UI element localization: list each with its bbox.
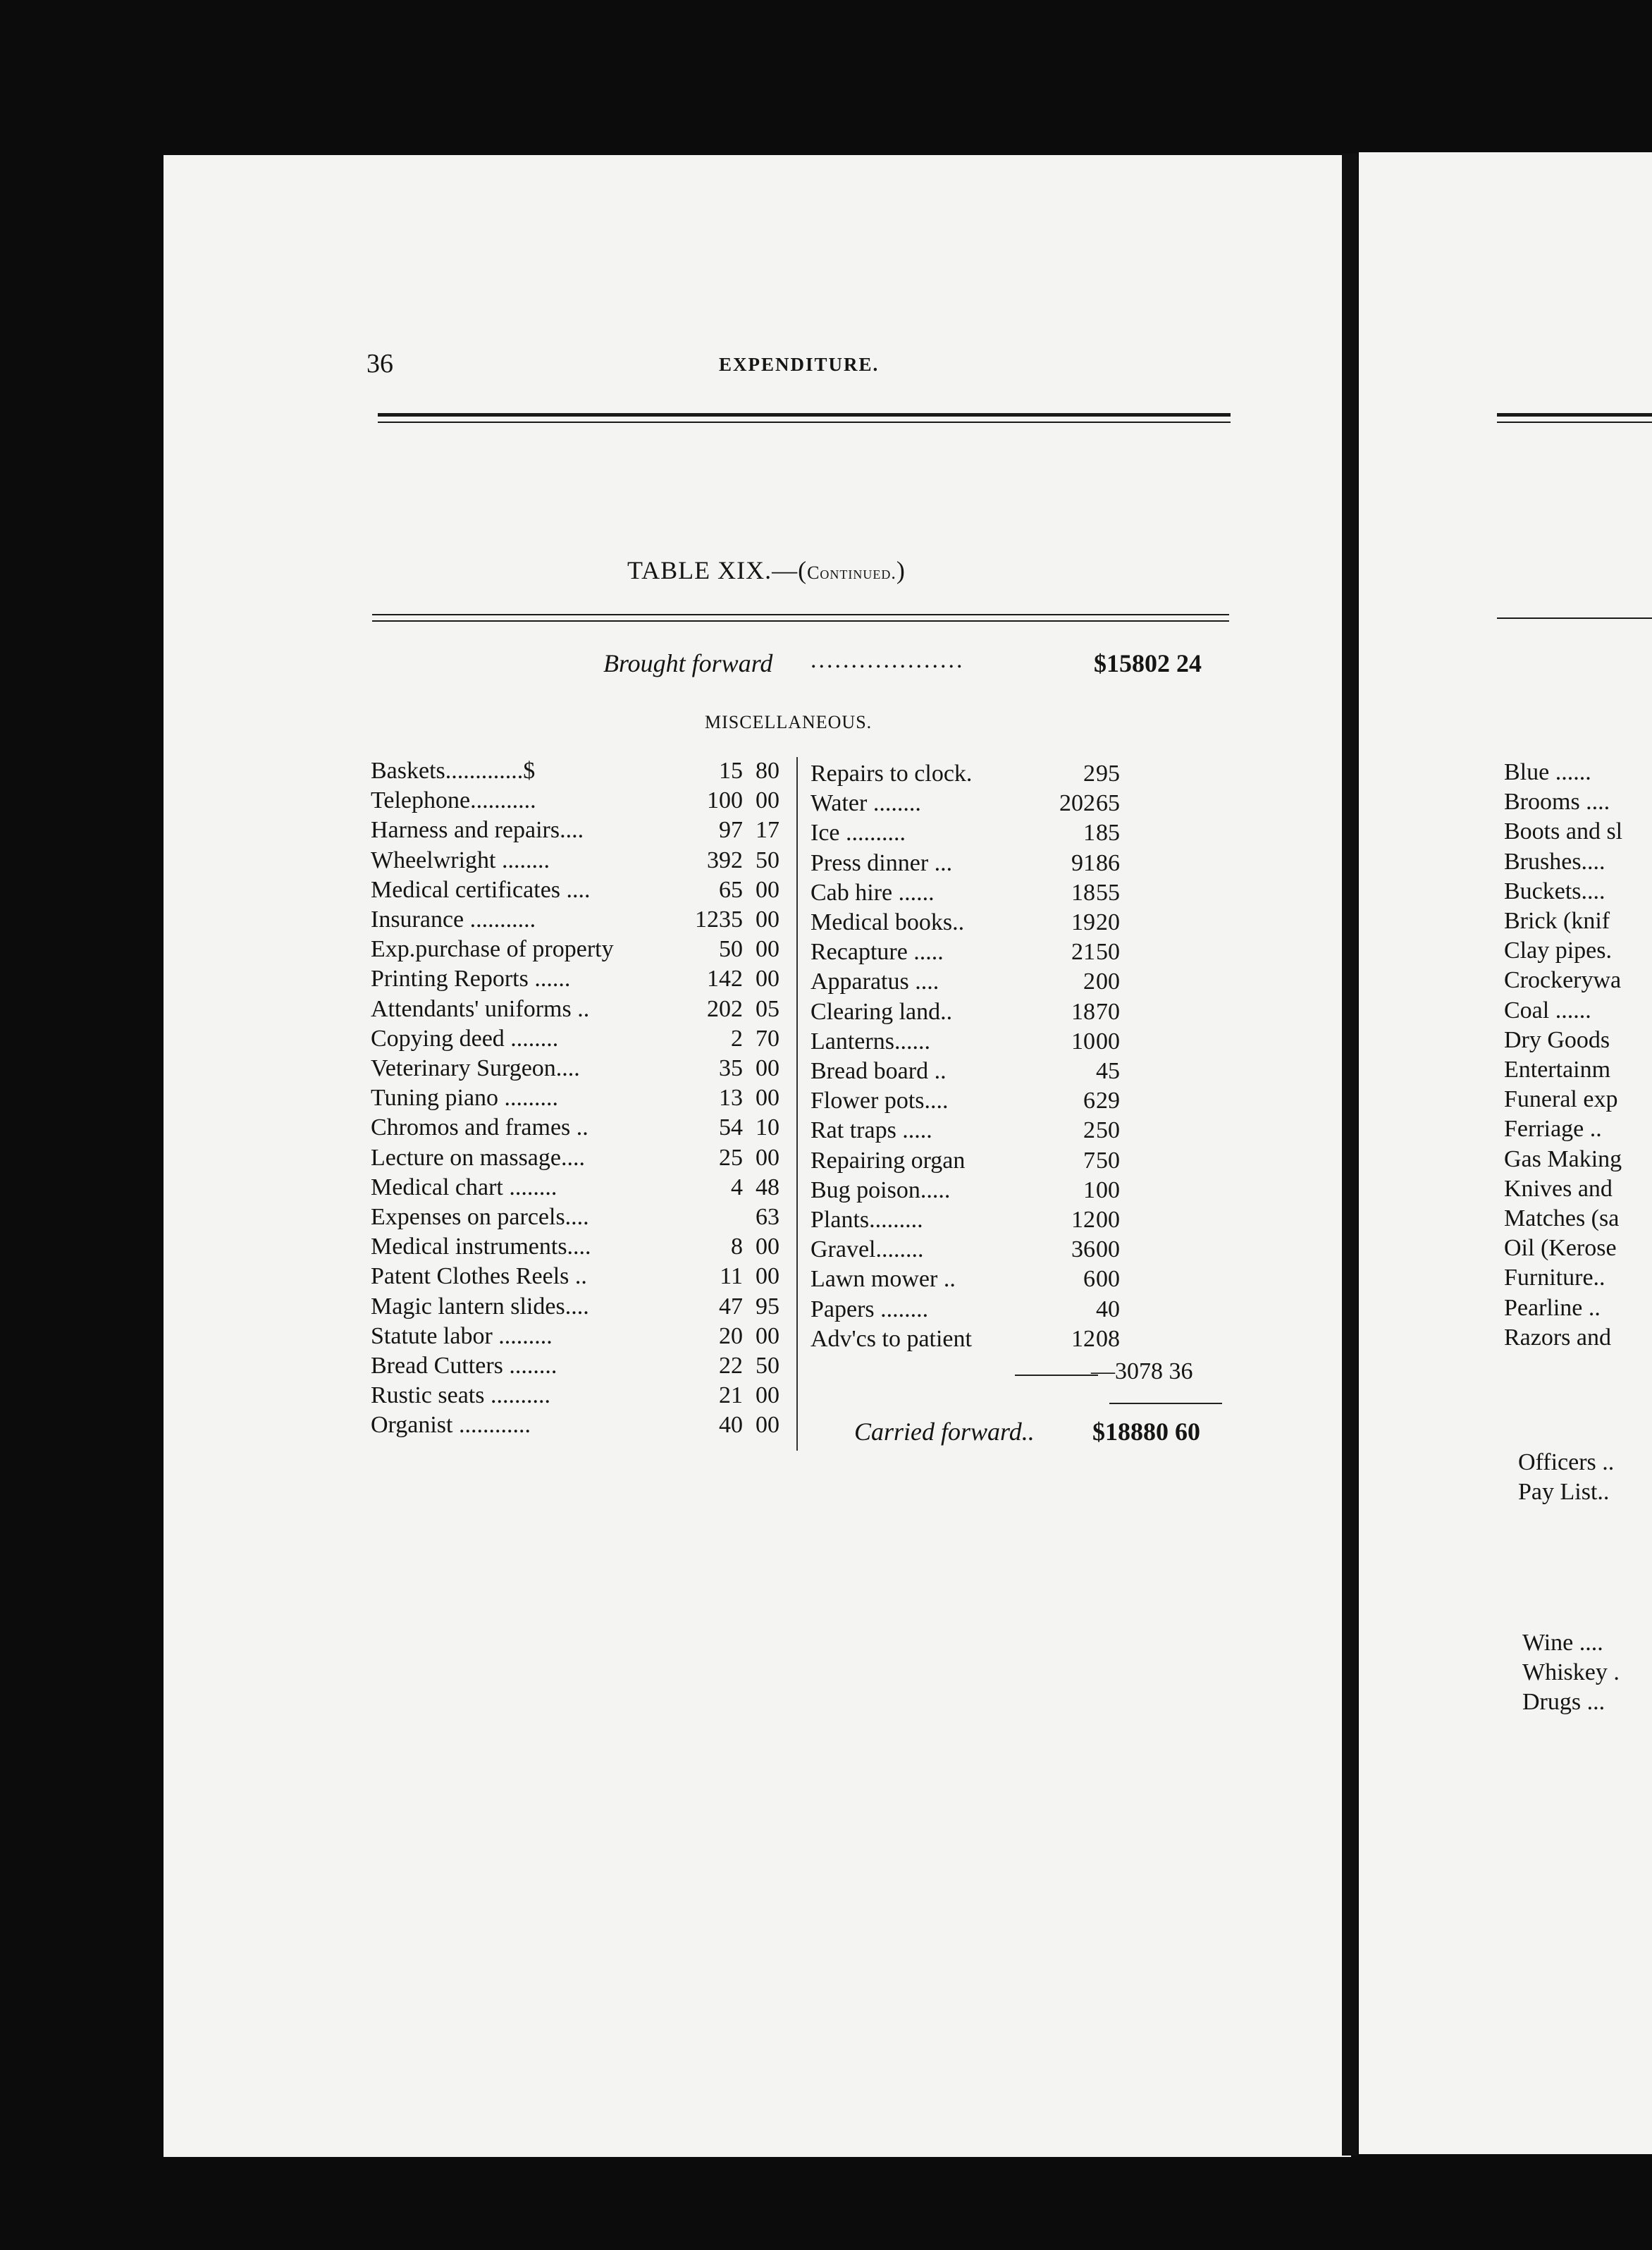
item-label: Medical instruments.... (371, 1234, 591, 1260)
item-dollars: 35 (719, 1055, 743, 1081)
item-label: Papers ........ (810, 1296, 929, 1322)
item-dollars: 142 (707, 966, 743, 992)
column-divider (796, 757, 798, 1451)
table-row (810, 878, 1135, 908)
item-dollars: 91 (1071, 849, 1095, 876)
item-dollars: 1235 (695, 906, 743, 933)
table-row (810, 818, 1135, 848)
table-row (371, 1143, 787, 1173)
item-dollars: 12 (1071, 1325, 1095, 1352)
right-title-rule (1497, 617, 1652, 619)
item-cents: 50 (1096, 939, 1120, 966)
table-row (810, 759, 1135, 789)
item-dollars: 47 (719, 1293, 743, 1320)
table-row (810, 938, 1135, 967)
item-label: Attendants' uniforms .. (371, 995, 590, 1022)
section-heading: MISCELLANEOUS. (705, 712, 873, 732)
item-cents: 70 (1096, 998, 1120, 1025)
right-page-item: Dry Goods (1504, 1026, 1610, 1053)
item-dollars: 11 (720, 1263, 743, 1290)
table-title (627, 555, 906, 585)
header-rule-thick (378, 413, 1231, 417)
item-label: Baskets.............$ (371, 758, 536, 784)
item-label: Chromos and frames .. (371, 1114, 588, 1141)
item-cents: 00 (756, 906, 779, 933)
table-row (371, 786, 787, 816)
right-page-item: Wine .... (1522, 1630, 1603, 1656)
right-page-item: Buckets.... (1504, 878, 1605, 904)
item-label: Insurance ........... (371, 906, 536, 933)
right-page-item: Brooms .... (1504, 789, 1610, 816)
item-label: Telephone........... (371, 787, 536, 814)
item-label: Wheelwright ........ (371, 847, 550, 873)
carried-forward-label: Carried forward.. (854, 1418, 1035, 1446)
item-cents: 95 (756, 1293, 779, 1320)
table-row (371, 1173, 787, 1203)
item-dollars: 2 (731, 1025, 743, 1052)
carried-forward-amount: $18880 60 (1092, 1418, 1200, 1446)
item-cents: 55 (1096, 879, 1120, 906)
item-label: Rustic seats .......... (371, 1382, 550, 1409)
item-cents: 50 (1096, 1117, 1120, 1144)
item-label: Copying deed ........ (371, 1025, 559, 1052)
item-dollars: 6 (1083, 1088, 1095, 1114)
item-label: Organist ............ (371, 1412, 531, 1439)
table-row (810, 1086, 1135, 1116)
item-label: Lecture on massage.... (371, 1144, 585, 1171)
item-dollars: 1 (1083, 820, 1095, 847)
right-page-item: Knives and (1504, 1175, 1613, 1202)
table-row (810, 1265, 1135, 1294)
item-cents: 85 (1096, 820, 1120, 847)
item-label: Exp.purchase of property (371, 936, 614, 963)
table-row (371, 1203, 787, 1232)
right-page-item: Drugs ... (1522, 1689, 1605, 1715)
table-row (810, 1176, 1135, 1205)
item-cents: 00 (756, 1234, 779, 1260)
item-dollars: 392 (707, 847, 743, 873)
table-row (371, 756, 787, 786)
item-cents: 63 (756, 1204, 779, 1230)
item-cents: 45 (1096, 1058, 1120, 1084)
item-cents: 50 (756, 847, 779, 873)
item-cents: 00 (756, 1144, 779, 1171)
item-label: Cab hire ...... (810, 879, 935, 906)
item-cents: 80 (756, 758, 779, 784)
item-label: Medical books.. (810, 909, 965, 935)
item-dollars: 2 (1083, 761, 1095, 787)
item-cents: 00 (1096, 1207, 1120, 1233)
item-cents: 00 (1096, 1176, 1120, 1203)
item-label: Bread board .. (810, 1058, 947, 1084)
right-page-item: Boots and sl (1504, 818, 1623, 845)
item-dollars: 12 (1071, 1207, 1095, 1233)
item-cents: 00 (1096, 1028, 1120, 1055)
item-dollars: 6 (1083, 1266, 1095, 1293)
item-cents: 70 (756, 1025, 779, 1052)
right-page-item: Coal ...... (1504, 997, 1591, 1023)
item-cents: 00 (756, 936, 779, 963)
right-page-item: Matches (sa (1504, 1205, 1620, 1231)
item-label: Recapture ..... (810, 939, 944, 966)
item-dollars: 54 (719, 1114, 743, 1141)
item-dollars: 2 (1083, 1117, 1095, 1144)
item-dollars: 20 (719, 1322, 743, 1349)
right-page-item: Blue ...... (1504, 759, 1591, 785)
page-number: 36 (366, 349, 393, 379)
table-title-close: ) (896, 556, 906, 584)
right-page-item: Oil (Kerose (1504, 1235, 1617, 1262)
item-dollars: 40 (719, 1412, 743, 1439)
item-label: Repairs to clock. (810, 761, 973, 787)
item-cents: 00 (1096, 969, 1120, 995)
right-page-item: Entertainm (1504, 1057, 1611, 1083)
item-cents: 05 (756, 995, 779, 1022)
item-dollars: 13 (719, 1085, 743, 1112)
table-row (371, 1024, 787, 1054)
item-label: Patent Clothes Reels .. (371, 1263, 587, 1290)
item-cents: 48 (756, 1174, 779, 1200)
item-dollars: 36 (1071, 1236, 1095, 1263)
carried-rule (1109, 1403, 1222, 1404)
right-page-item: Gas Making (1504, 1145, 1622, 1172)
item-label: Flower pots.... (810, 1088, 949, 1114)
item-cents: 00 (1096, 1236, 1120, 1263)
right-page-item: Pearline .. (1504, 1294, 1601, 1321)
right-page-item: Furniture.. (1504, 1265, 1605, 1291)
item-label: Medical certificates .... (371, 876, 591, 903)
right-page-item: Razors and (1504, 1324, 1612, 1351)
item-dollars: 8 (731, 1234, 743, 1260)
table-row (371, 1322, 787, 1351)
right-page-item: Funeral exp (1504, 1086, 1618, 1113)
item-label: Harness and repairs.... (371, 817, 584, 844)
table-row (810, 1027, 1135, 1057)
item-label: Rat traps ..... (810, 1117, 932, 1144)
item-dollars: 65 (719, 876, 743, 903)
table-row (810, 1235, 1135, 1265)
item-cents: 00 (756, 1412, 779, 1439)
page-gutter (1342, 154, 1357, 2156)
table-row (371, 875, 787, 905)
table-row (371, 1410, 787, 1440)
item-cents: 29 (1096, 1088, 1120, 1114)
right-header-rule-thin (1497, 422, 1652, 423)
table-row (371, 905, 787, 935)
item-cents: 00 (756, 1382, 779, 1409)
item-cents: 00 (756, 1085, 779, 1112)
item-cents: 95 (1096, 761, 1120, 787)
item-cents: 00 (1096, 1266, 1120, 1293)
item-cents: 00 (756, 966, 779, 992)
table-row (371, 1351, 787, 1381)
item-dollars: 22 (719, 1353, 743, 1379)
table-row (371, 1113, 787, 1143)
right-page-item: Clay pipes. (1504, 938, 1612, 964)
item-label: Magic lantern slides.... (371, 1293, 589, 1320)
running-title: EXPENDITURE. (719, 354, 880, 375)
item-label: Gravel........ (810, 1236, 924, 1263)
table-row (810, 1324, 1135, 1354)
right-page-item: Whiskey . (1522, 1659, 1620, 1685)
table-row (810, 789, 1135, 818)
title-rule-1 (372, 614, 1229, 615)
brought-forward-label: Brought forward (603, 649, 773, 677)
item-dollars: 19 (1071, 909, 1095, 935)
table-row (810, 1057, 1135, 1086)
item-cents: 10 (756, 1114, 779, 1141)
header-rule-thin (378, 422, 1231, 423)
table-row (810, 997, 1135, 1027)
item-label: Tuning piano ......... (371, 1085, 559, 1112)
table-row (810, 1146, 1135, 1176)
item-cents: 17 (756, 817, 779, 844)
item-label: Printing Reports ...... (371, 966, 571, 992)
item-dollars: 21 (1071, 939, 1095, 966)
table-row (810, 967, 1135, 997)
total-rule (1015, 1375, 1098, 1376)
table-row (371, 935, 787, 964)
table-row (371, 1232, 787, 1262)
table-row (810, 908, 1135, 938)
table-row (810, 1295, 1135, 1324)
item-label: Lanterns...... (810, 1028, 930, 1055)
item-cents: 00 (756, 876, 779, 903)
right-page-item: Officers .. (1518, 1449, 1615, 1475)
item-dollars: 25 (719, 1144, 743, 1171)
table-row (810, 1116, 1135, 1145)
misc-total: —3078 36 (1091, 1358, 1193, 1384)
item-dollars: 100 (707, 787, 743, 814)
brought-forward-amount: $15802 24 (1094, 649, 1202, 677)
item-label: Expenses on parcels.... (371, 1204, 589, 1230)
table-row (371, 1292, 787, 1322)
table-row (371, 1083, 787, 1113)
item-label: Lawn mower .. (810, 1266, 956, 1293)
item-label: Plants......... (810, 1207, 923, 1233)
item-cents: 00 (756, 787, 779, 814)
item-dollars: 2 (1083, 969, 1095, 995)
item-dollars: 4 (731, 1174, 743, 1200)
item-cents: 20 (1096, 909, 1120, 935)
item-label: Adv'cs to patient (810, 1325, 972, 1352)
item-label: Ice .......... (810, 820, 906, 847)
table-title-main: TABLE XIX.—( (627, 556, 808, 584)
item-label: Veterinary Surgeon.... (371, 1055, 580, 1081)
item-label: Bread Cutters ........ (371, 1353, 557, 1379)
item-dollars: 10 (1071, 1028, 1095, 1055)
table-row (371, 995, 787, 1024)
table-row (371, 1262, 787, 1291)
table-row (371, 816, 787, 845)
item-label: Apparatus .... (810, 969, 939, 995)
item-label: Clearing land.. (810, 998, 953, 1025)
item-cents: 86 (1096, 849, 1120, 876)
item-dollars: 50 (719, 936, 743, 963)
table-row (810, 1205, 1135, 1235)
table-title-continued: Continued. (807, 562, 896, 583)
item-cents: 00 (756, 1263, 779, 1290)
right-header-rule-thick (1497, 413, 1652, 417)
item-cents: 50 (756, 1353, 779, 1379)
item-label: Bug poison..... (810, 1176, 951, 1203)
item-label: Water ........ (810, 790, 921, 817)
item-label: Statute labor ......... (371, 1322, 553, 1349)
item-dollars: 202 (707, 995, 743, 1022)
table-row (371, 846, 787, 875)
item-cents: 00 (756, 1322, 779, 1349)
table-row (371, 1054, 787, 1083)
item-label: Press dinner ... (810, 849, 953, 876)
item-cents: 00 (756, 1055, 779, 1081)
item-cents: 65 (1096, 790, 1120, 817)
table-row (810, 849, 1135, 878)
item-cents: 50 (1096, 1147, 1120, 1174)
right-page-item: Crockerywa (1504, 967, 1622, 994)
item-dollars: 97 (719, 817, 743, 844)
item-label: Repairing organ (810, 1147, 966, 1174)
item-dollars: 21 (719, 1382, 743, 1409)
item-label: Medical chart ........ (371, 1174, 557, 1200)
right-page-item: Pay List.. (1518, 1479, 1610, 1505)
right-page-item: Brushes.... (1504, 848, 1605, 875)
right-page-item: Brick (knif (1504, 908, 1610, 934)
item-dollars: 202 (1059, 790, 1095, 817)
item-dollars: 18 (1071, 998, 1095, 1025)
item-dollars: 18 (1071, 879, 1095, 906)
table-row (371, 1381, 787, 1410)
item-cents: 08 (1096, 1325, 1120, 1352)
item-cents: 40 (1096, 1296, 1120, 1322)
right-page-item: Ferriage .. (1504, 1116, 1602, 1143)
item-dollars: 15 (719, 758, 743, 784)
item-dollars: 1 (1083, 1176, 1095, 1203)
item-dollars: 7 (1083, 1147, 1095, 1174)
table-row (371, 964, 787, 994)
title-rule-2 (372, 620, 1229, 622)
brought-forward-dots: ................... (810, 647, 965, 673)
